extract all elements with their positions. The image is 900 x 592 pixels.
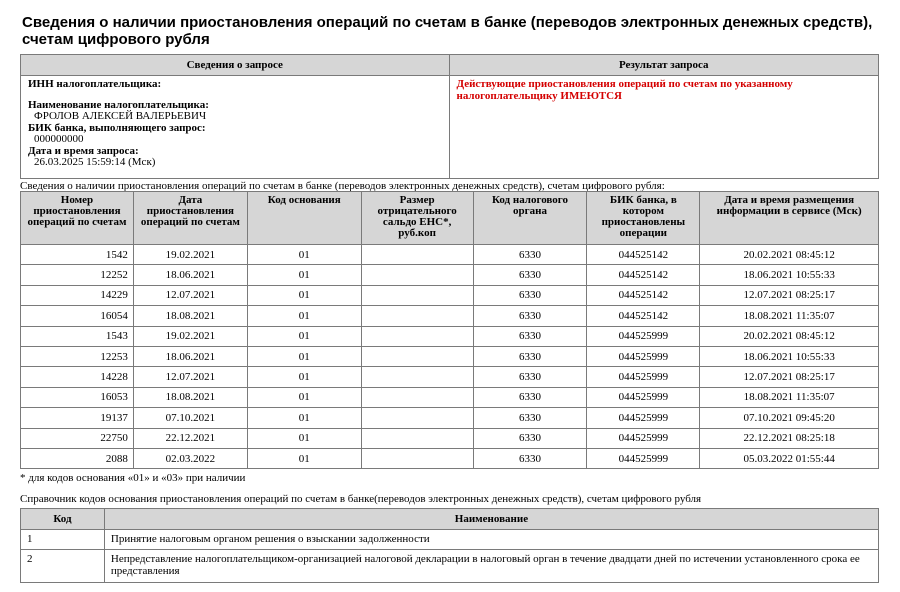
number-cell: 12252 xyxy=(21,265,134,285)
balance-cell xyxy=(361,285,473,305)
codes-reference-table xyxy=(20,508,879,583)
request-info-table xyxy=(20,54,879,179)
page-title: Сведения о наличии приостановления операций по счетам в банке (переводов электронных денежных средств), счетам цифрового рубля xyxy=(22,14,873,48)
footnote: * для кодов основания «01» и «03» при наличии xyxy=(20,472,246,484)
reference-caption: Справочник кодов основания приостановления операций по счетам в банке(переводов электронных денежных средств), счетам цифрового рубля xyxy=(20,493,702,505)
date-cell: 19.02.2021 xyxy=(133,326,247,346)
date-cell: 18.06.2021 xyxy=(133,265,247,285)
code-cell: 01 xyxy=(247,285,361,305)
col-header-posted: Дата и время размещения информации в сервисе (Мск) xyxy=(700,192,879,245)
inn-label: ИНН налогоплательщика: xyxy=(28,78,162,90)
balance-cell xyxy=(361,346,473,366)
tax-office-cell: 6330 xyxy=(473,428,587,448)
name-label: Наименование налогоплательщика: xyxy=(28,98,209,111)
number-cell: 2088 xyxy=(21,448,134,468)
number-cell: 1542 xyxy=(21,245,134,265)
balance-cell xyxy=(361,387,473,407)
request-result-cell xyxy=(449,76,879,179)
posted-cell: 18.06.2021 10:55:33 xyxy=(700,265,879,285)
col-header-date: Дата приостановления операций по счетам xyxy=(133,192,247,245)
balance-cell xyxy=(361,326,473,346)
posted-cell: 18.08.2021 11:35:07 xyxy=(700,306,879,326)
operations-table xyxy=(20,191,879,469)
bik-label: БИК банка, выполняющего запрос: xyxy=(28,121,206,134)
balance-cell xyxy=(361,265,473,285)
bik-cell: 044525999 xyxy=(587,428,700,448)
tax-office-cell: 6330 xyxy=(473,285,587,305)
col-header-balance: Размер отрицательного сальдо ЕНС*, руб.коп xyxy=(361,192,473,245)
operations-caption: Сведения о наличии приостановления операций по счетам в банке (переводов электронных денежных средств), счетам цифрового рубля: xyxy=(20,180,665,192)
tax-office-cell: 6330 xyxy=(473,326,587,346)
balance-cell xyxy=(361,245,473,265)
table-row xyxy=(21,408,879,428)
code-cell: 01 xyxy=(247,306,361,326)
number-cell: 22750 xyxy=(21,428,134,448)
col-header-code: Код основания xyxy=(247,192,361,245)
number-cell: 16053 xyxy=(21,387,134,407)
posted-cell: 12.07.2021 08:25:17 xyxy=(700,367,879,387)
request-result-header: Результат запроса xyxy=(449,55,879,76)
balance-cell xyxy=(361,428,473,448)
code-cell: 01 xyxy=(247,265,361,285)
table-row xyxy=(21,448,879,468)
balance-cell xyxy=(361,408,473,428)
date-cell: 19.02.2021 xyxy=(133,245,247,265)
balance-cell xyxy=(361,448,473,468)
date-cell: 12.07.2021 xyxy=(133,367,247,387)
date-cell: 12.07.2021 xyxy=(133,285,247,305)
balance-cell xyxy=(361,367,473,387)
code-cell: 01 xyxy=(247,428,361,448)
tax-office-cell: 6330 xyxy=(473,265,587,285)
code-cell: 01 xyxy=(247,346,361,366)
codes-header-code: Код xyxy=(21,509,105,530)
request-info-cell xyxy=(21,76,450,179)
bik-cell: 044525999 xyxy=(587,346,700,366)
number-cell: 16054 xyxy=(21,306,134,326)
bik-cell: 044525999 xyxy=(587,448,700,468)
table-row xyxy=(21,428,879,448)
tax-office-cell: 6330 xyxy=(473,306,587,326)
table-row xyxy=(21,367,879,387)
tax-office-cell: 6330 xyxy=(473,387,587,407)
request-info-header: Сведения о запросе xyxy=(21,55,450,76)
codes-row xyxy=(21,530,879,550)
number-cell: 14229 xyxy=(21,285,134,305)
datetime-value: 26.03.2025 15:59:14 (Мск) xyxy=(34,156,156,168)
code-cell: 01 xyxy=(247,448,361,468)
tax-office-cell: 6330 xyxy=(473,448,587,468)
number-cell: 14228 xyxy=(21,367,134,387)
code-cell: 01 xyxy=(247,245,361,265)
number-cell: 19137 xyxy=(21,408,134,428)
posted-cell: 18.06.2021 10:55:33 xyxy=(700,346,879,366)
tax-office-cell: 6330 xyxy=(473,367,587,387)
date-cell: 02.03.2022 xyxy=(133,448,247,468)
date-cell: 18.08.2021 xyxy=(133,306,247,326)
code-cell: 01 xyxy=(247,326,361,346)
code-cell: 01 xyxy=(247,408,361,428)
table-row xyxy=(21,285,879,305)
table-row xyxy=(21,245,879,265)
number-cell: 12253 xyxy=(21,346,134,366)
bik-cell: 044525999 xyxy=(587,367,700,387)
datetime-label: Дата и время запроса: xyxy=(28,144,139,157)
col-header-number: Номер приостановления операций по счетам xyxy=(21,192,134,245)
codes-header-name: Наименование xyxy=(104,509,878,530)
tax-office-cell: 6330 xyxy=(473,408,587,428)
tax-office-cell: 6330 xyxy=(473,346,587,366)
bik-cell: 044525142 xyxy=(587,306,700,326)
code-cell: 01 xyxy=(247,367,361,387)
col-header-bik: БИК банка, в котором приостановлены операции xyxy=(587,192,700,245)
code-cell: 1 xyxy=(21,530,105,550)
col-header-tax-office: Код налогового органа xyxy=(473,192,587,245)
balance-cell xyxy=(361,306,473,326)
posted-cell: 07.10.2021 09:45:20 xyxy=(700,408,879,428)
bik-cell: 044525142 xyxy=(587,265,700,285)
posted-cell: 05.03.2022 01:55:44 xyxy=(700,448,879,468)
posted-cell: 20.02.2021 08:45:12 xyxy=(700,326,879,346)
code-cell: 2 xyxy=(21,550,105,583)
code-name-cell: Непредставление налогоплательщиком-организацией налоговой декларации в налоговый орган в течение двадцати дней по истечении установленного срока ее представления xyxy=(104,550,878,583)
posted-cell: 20.02.2021 08:45:12 xyxy=(700,245,879,265)
name-value: ФРОЛОВ АЛЕКСЕЙ ВАЛЕРЬЕВИЧ xyxy=(34,110,207,122)
bik-cell: 044525999 xyxy=(587,387,700,407)
posted-cell: 12.07.2021 08:25:17 xyxy=(700,285,879,305)
date-cell: 07.10.2021 xyxy=(133,408,247,428)
posted-cell: 22.12.2021 08:25:18 xyxy=(700,428,879,448)
code-name-cell: Принятие налоговым органом решения о взыскании задолженности xyxy=(104,530,878,550)
table-row xyxy=(21,306,879,326)
code-cell: 01 xyxy=(247,387,361,407)
date-cell: 22.12.2021 xyxy=(133,428,247,448)
table-row xyxy=(21,346,879,366)
table-row xyxy=(21,387,879,407)
result-text: Действующие приостановления операций по счетам по указанному налогоплательщику ИМЕЮТСЯ xyxy=(456,78,793,102)
table-row xyxy=(21,265,879,285)
bik-value: 000000000 xyxy=(34,133,84,145)
bik-cell: 044525999 xyxy=(587,408,700,428)
bik-cell: 044525142 xyxy=(587,245,700,265)
table-row xyxy=(21,326,879,346)
bik-cell: 044525142 xyxy=(587,285,700,305)
tax-office-cell: 6330 xyxy=(473,245,587,265)
date-cell: 18.08.2021 xyxy=(133,387,247,407)
bik-cell: 044525999 xyxy=(587,326,700,346)
posted-cell: 18.08.2021 11:35:07 xyxy=(700,387,879,407)
date-cell: 18.06.2021 xyxy=(133,346,247,366)
number-cell: 1543 xyxy=(21,326,134,346)
codes-row xyxy=(21,550,879,583)
